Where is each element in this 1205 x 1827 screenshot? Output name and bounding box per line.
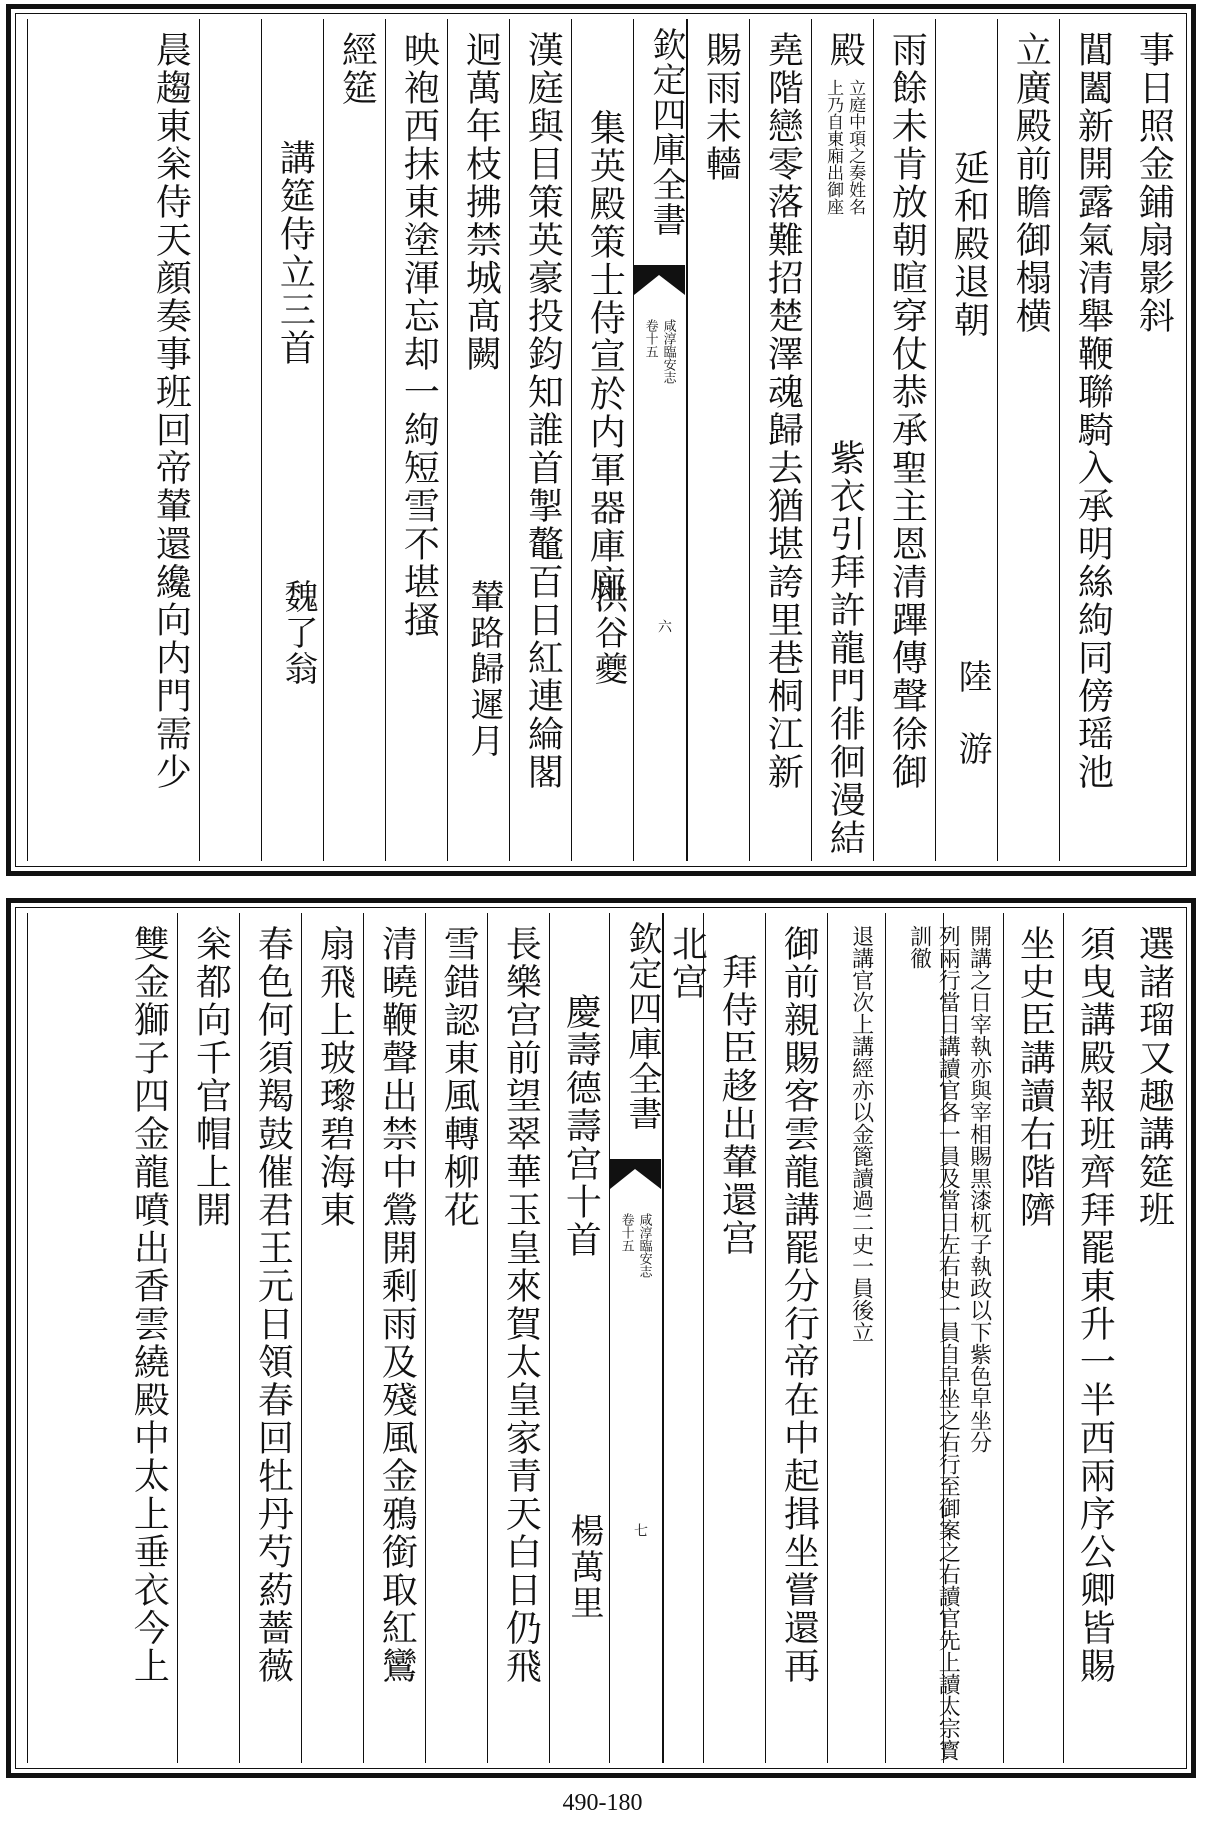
text-column — [687, 19, 749, 861]
text-column — [261, 19, 323, 861]
page-footer-number: 490-180 — [562, 1790, 643, 1816]
text-column — [663, 913, 708, 1763]
book-title: 欽定四庫全書 — [646, 27, 686, 237]
text-column — [447, 19, 509, 861]
page-number: 七 — [632, 1523, 648, 1537]
column-text: 拜侍臣趍出輦還宫 — [716, 953, 758, 1257]
text-column — [703, 913, 765, 1763]
page-number: 六 — [656, 619, 672, 633]
page-panel-top — [6, 4, 1196, 876]
column-text: 御前親賜客雲龍講罷分行帝在中起揖坐嘗還再 — [778, 925, 820, 1685]
text-column — [549, 913, 609, 1763]
column-text: 枀都向千官帽上開 — [190, 925, 232, 1229]
column-text: 坐史臣講讀右階隮 — [1014, 925, 1056, 1229]
volume-label: 卷十五 — [642, 319, 658, 358]
text-column — [997, 19, 1059, 861]
text-column — [811, 19, 873, 861]
text-column — [509, 19, 571, 861]
column-text: 紫衣引拜許龍門徘徊漫結 — [824, 439, 866, 857]
section-heading: 經筵 — [336, 31, 378, 107]
text-column — [27, 19, 199, 861]
text-column — [1063, 913, 1123, 1763]
text-column — [1123, 913, 1183, 1763]
column-text: 堯階戀零落難招楚澤魂歸去猶堪誇里巷桐江新 — [762, 31, 804, 791]
center-margin — [609, 913, 663, 1763]
text-column — [199, 19, 261, 861]
volume-label: 卷十五 — [618, 1213, 634, 1252]
column-text: 春色何須羯鼓催君王元日領春回牡丹芍葯薔薇 — [252, 925, 294, 1685]
column-text: 漢庭與目策英豪投鈞知誰首掣鼇百日紅連綸閣 — [522, 31, 564, 791]
column-text: 迥萬年枝拂禁城髙闕 — [460, 31, 502, 373]
continued-text: 輦路歸遲月 — [464, 579, 504, 759]
column-text: 須曳講殿報班齊拜罷東升一半西兩序公卿皆賜 — [1074, 925, 1116, 1685]
poem-title: 延和殿退朝 — [948, 149, 990, 339]
poem-title: 慶壽德壽宫十首 — [560, 993, 602, 1259]
column-text: 雪錯認東風轉柳花 — [438, 925, 480, 1229]
column-text: 閶闔新開露氣清舉鞭聯騎入承明絲絇同傍瑶池 — [1072, 31, 1114, 791]
section-heading: 北宫 — [666, 925, 708, 1001]
text-column — [239, 913, 301, 1763]
text-column — [935, 19, 997, 861]
annotation-text: 開講之日宰執亦與宰相賜黒漆杌子執政以下紫色皁坐分 — [966, 925, 992, 1453]
text-column — [323, 19, 385, 861]
book-title: 欽定四庫全書 — [622, 921, 662, 1131]
text-column — [749, 19, 811, 861]
column-text: 雙金獅子四金龍噴出香雲繞殿中太上垂衣今上 — [128, 925, 170, 1685]
column-text: 殿 — [824, 31, 866, 69]
text-column — [873, 19, 935, 861]
author-name: 楊萬里 — [564, 1513, 604, 1621]
column-text: 晨趨東枀侍天顔奏事班回帝輦還纔向内門需少 — [150, 31, 192, 791]
text-column — [765, 913, 827, 1763]
text-column — [385, 19, 447, 861]
column-text: 事日照金鋪扇影斜 — [1133, 31, 1175, 335]
text-column — [301, 913, 363, 1763]
column-text: 映袍西抹東塗渾忘却一絇短雪不堪搔 — [398, 31, 440, 639]
text-column — [827, 913, 885, 1763]
gazetteer-name: 咸淳臨安志 — [660, 319, 676, 384]
author-name: 洪谷夔 — [588, 579, 628, 687]
text-column — [885, 913, 961, 1763]
text-column — [571, 19, 633, 861]
annotation-text: 立庭中項之奏姓名 — [845, 79, 866, 215]
text-column — [425, 913, 487, 1763]
column-text: 雨餘未肯放朝暄穿仗恭承聖主恩清蹕傳聲徐御 — [886, 31, 928, 791]
text-column — [1059, 19, 1121, 861]
gazetteer-name: 咸淳臨安志 — [636, 1213, 652, 1278]
column-text: 長樂宫前望翠華玉皇來賀太皇家青天白日仍飛 — [500, 925, 542, 1685]
fishtail-mark-icon — [634, 265, 685, 305]
poem-title: 講筵侍立三首 — [274, 139, 316, 367]
column-text: 清曉鞭聲出禁中鶯開剩雨及殘風金鴉銜取紅鸞 — [376, 925, 418, 1685]
column-text: 扇飛上玻瓈碧海東 — [314, 925, 356, 1229]
annotation-text: 列兩行當日講讀官各一員及當日左右史一員自皁坐之右行至御案之右讀官先上讀太宗寳訓徹 — [906, 925, 961, 1761]
poem-title: 集英殿策士侍宣於内軍器庫廊 — [584, 109, 626, 603]
text-column — [487, 913, 549, 1763]
text-column — [177, 913, 239, 1763]
annotation-text: 退講官次上講經亦以金篦讀過二史一員後立 — [848, 925, 874, 1343]
text-column — [1003, 913, 1063, 1763]
annotation-text: 上乃自東廂出御座 — [823, 79, 844, 215]
text-column — [27, 913, 177, 1763]
text-column — [363, 913, 425, 1763]
column-text: 賜雨未轖 — [700, 31, 742, 183]
fishtail-mark-icon — [610, 1159, 661, 1199]
center-margin — [633, 19, 687, 861]
text-column — [1121, 19, 1183, 861]
column-text: 選諸瑠又趣講筵班 — [1133, 925, 1175, 1229]
column-text: 立廣殿前瞻御榻横 — [1010, 31, 1052, 335]
page-panel-bottom — [6, 898, 1196, 1778]
author-name: 魏了翁 — [278, 579, 318, 687]
author-name: 陸 游 — [952, 659, 992, 767]
